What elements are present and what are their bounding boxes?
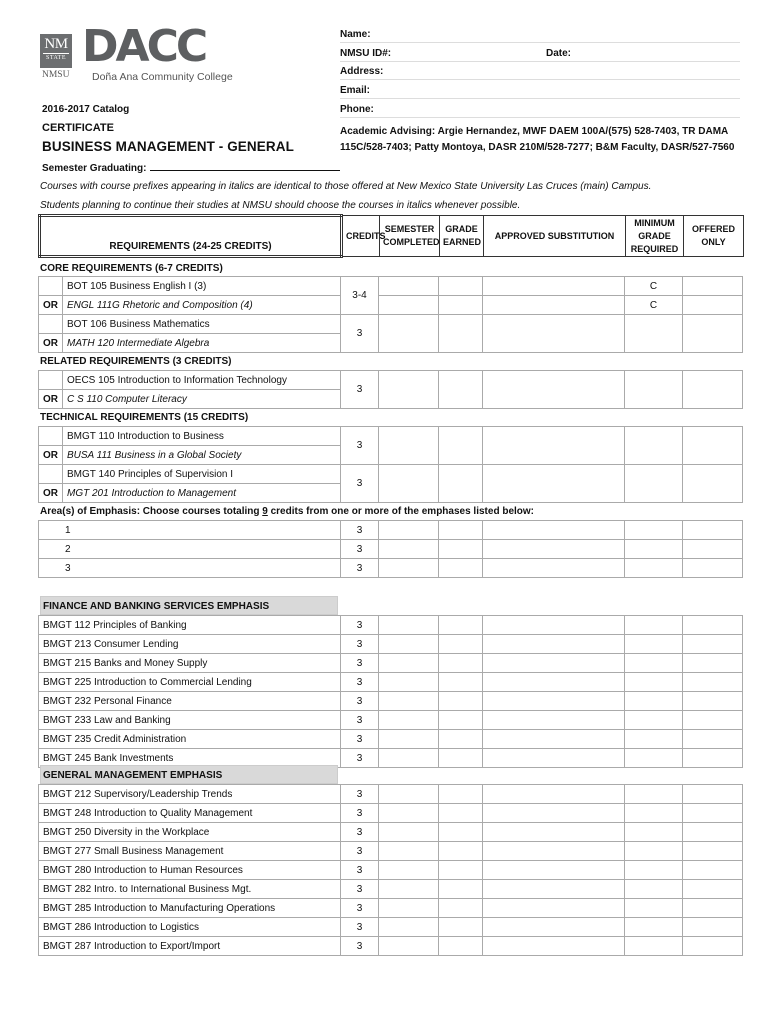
- course-name: BMGT 282 Intro. to International Business Mgt.: [39, 880, 341, 899]
- min-grade-cell: C: [625, 296, 683, 315]
- min-grade-cell: [625, 823, 683, 842]
- semester-graduating-field[interactable]: [42, 161, 340, 174]
- grade-earned-cell[interactable]: [439, 842, 483, 861]
- credits-cell: 3: [341, 427, 379, 465]
- emphasis-area-table: [38, 520, 743, 578]
- table-row: [39, 692, 743, 711]
- grade-earned-cell[interactable]: [439, 465, 483, 503]
- related-requirements-table: [38, 370, 743, 409]
- approved-substitution-cell[interactable]: [483, 371, 625, 409]
- grade-earned-cell[interactable]: [439, 711, 483, 730]
- grade-earned-cell[interactable]: [439, 785, 483, 804]
- course-name: BMGT 213 Consumer Lending: [39, 635, 341, 654]
- grade-earned-cell[interactable]: [439, 635, 483, 654]
- semester-completed-cell[interactable]: [379, 785, 439, 804]
- date-field[interactable]: Date:: [546, 48, 572, 59]
- or-label: OR: [39, 334, 63, 353]
- offered-only-cell: [683, 861, 743, 880]
- table-row: [39, 465, 743, 484]
- phone-field[interactable]: [340, 104, 740, 118]
- table-row: [39, 785, 743, 804]
- or-label: OR: [39, 484, 63, 503]
- approved-substitution-cell[interactable]: [483, 296, 625, 315]
- course-name: BMGT 110 Introduction to Business: [63, 427, 341, 446]
- or-label: [39, 427, 63, 446]
- logo-dacc-text: DACC: [82, 21, 206, 72]
- semester-graduating-line[interactable]: [150, 161, 340, 171]
- semester-completed-cell[interactable]: [379, 465, 439, 503]
- emphasis-area-title-pre: Area(s) of Emphasis: Choose courses totaling: [40, 506, 263, 517]
- min-grade-cell: [625, 371, 683, 409]
- address-field[interactable]: [340, 66, 740, 80]
- offered-only-cell: [683, 711, 743, 730]
- approved-substitution-cell[interactable]: [483, 842, 625, 861]
- min-grade-cell: [625, 540, 683, 559]
- semester-completed-cell[interactable]: [379, 880, 439, 899]
- table-row: [39, 711, 743, 730]
- name-field[interactable]: [340, 29, 740, 43]
- academic-advising: Academic Advising: Argie Hernandez, MWF DAEM 100A/(575) 528-7403, TR DAMA 115C/528-7403; Patty Montoya, DASR 210M/528-7277; B&M Faculty, DASR/527-7560: [340, 126, 735, 153]
- course-name: BMGT 277 Small Business Management: [39, 842, 341, 861]
- min-grade-cell: [625, 427, 683, 465]
- address-label: Address:: [340, 66, 384, 77]
- approved-substitution-cell[interactable]: [483, 559, 625, 578]
- logo-state-text: STATE: [43, 53, 69, 62]
- grade-earned-cell[interactable]: [439, 315, 483, 353]
- offered-only-cell: [683, 371, 743, 409]
- credits-cell: 3: [341, 692, 379, 711]
- minimum-grade-column-header: MINIMUM GRADE REQUIRED: [626, 216, 684, 257]
- emphasis-area-credit-count: 9: [262, 506, 268, 517]
- offered-only-cell: [683, 277, 743, 296]
- min-grade-cell: [625, 880, 683, 899]
- offered-only-cell: [683, 937, 743, 956]
- semester-completed-cell[interactable]: [379, 673, 439, 692]
- emphasis-area-title: [40, 506, 534, 517]
- table-row: [39, 315, 743, 334]
- credits-column-header: CREDITS: [342, 216, 380, 257]
- grade-earned-cell[interactable]: [439, 559, 483, 578]
- name-label: Name:: [340, 29, 371, 40]
- offered-only-column-header: OFFERED ONLY: [684, 216, 744, 257]
- approved-substitution-cell[interactable]: [483, 937, 625, 956]
- course-name: MGT 201 Introduction to Management: [63, 484, 341, 503]
- semester-completed-cell[interactable]: [379, 804, 439, 823]
- offered-only-cell: [683, 880, 743, 899]
- grade-earned-cell[interactable]: [439, 861, 483, 880]
- course-name: BOT 106 Business Mathematics: [63, 315, 341, 334]
- min-grade-cell: [625, 616, 683, 635]
- table-row: [39, 861, 743, 880]
- emphasis-slot[interactable]: 2: [39, 540, 341, 559]
- email-label: Email:: [340, 85, 371, 96]
- semester-completed-cell[interactable]: [379, 315, 439, 353]
- approved-substitution-cell[interactable]: [483, 785, 625, 804]
- min-grade-cell: [625, 918, 683, 937]
- general-emphasis-title: GENERAL MANAGEMENT EMPHASIS: [40, 765, 338, 784]
- semester-completed-cell[interactable]: [379, 635, 439, 654]
- approved-substitution-cell[interactable]: [483, 711, 625, 730]
- grade-earned-cell[interactable]: [439, 296, 483, 315]
- min-grade-cell: [625, 730, 683, 749]
- logo-college-name: Doña Ana Community College: [92, 71, 233, 83]
- course-name: BMGT 233 Law and Banking: [39, 711, 341, 730]
- credits-cell: 3: [341, 937, 379, 956]
- italics-note-2: Students planning to continue their studies at NMSU should choose the courses in italics whenever possible.: [40, 200, 521, 211]
- table-row: [39, 277, 743, 296]
- course-name: OECS 105 Introduction to Information Technology: [63, 371, 341, 390]
- approved-substitution-cell[interactable]: [483, 823, 625, 842]
- semester-completed-cell[interactable]: [379, 521, 439, 540]
- offered-only-cell: [683, 899, 743, 918]
- emphasis-slot[interactable]: 1: [39, 521, 341, 540]
- table-row: [39, 371, 743, 390]
- table-row: [39, 842, 743, 861]
- course-name: BMGT 280 Introduction to Human Resources: [39, 861, 341, 880]
- email-field[interactable]: [340, 85, 740, 99]
- course-name: BMGT 235 Credit Administration: [39, 730, 341, 749]
- approved-substitution-cell[interactable]: [483, 899, 625, 918]
- offered-only-cell: [683, 635, 743, 654]
- approved-substitution-cell[interactable]: [483, 540, 625, 559]
- credits-cell: 3: [341, 465, 379, 503]
- min-grade-cell: [625, 521, 683, 540]
- semester-completed-cell[interactable]: [379, 540, 439, 559]
- course-name: BOT 105 Business English I (3): [63, 277, 341, 296]
- table-row: [39, 616, 743, 635]
- offered-only-cell: [683, 296, 743, 315]
- semester-completed-cell[interactable]: [379, 692, 439, 711]
- grade-earned-cell[interactable]: [439, 899, 483, 918]
- related-requirements-title: RELATED REQUIREMENTS (3 CREDITS): [40, 356, 232, 367]
- grade-earned-cell[interactable]: [439, 521, 483, 540]
- emphasis-slot[interactable]: 3: [39, 559, 341, 578]
- approved-substitution-cell[interactable]: [483, 521, 625, 540]
- min-grade-cell: [625, 804, 683, 823]
- approved-substitution-cell[interactable]: [483, 861, 625, 880]
- offered-only-cell: [683, 749, 743, 768]
- credits-cell: 3: [341, 842, 379, 861]
- course-name: BUSA 111 Business in a Global Society: [63, 446, 341, 465]
- credits-cell: 3: [341, 804, 379, 823]
- course-name: ENGL 111G Rhetoric and Composition (4): [63, 296, 341, 315]
- table-row: [39, 654, 743, 673]
- approved-substitution-cell[interactable]: [483, 730, 625, 749]
- grade-earned-cell[interactable]: [439, 937, 483, 956]
- or-label: OR: [39, 446, 63, 465]
- core-requirements-table: [38, 276, 743, 353]
- general-emphasis-table: [38, 784, 743, 956]
- finance-emphasis-title: FINANCE AND BANKING SERVICES EMPHASIS: [40, 596, 338, 615]
- min-grade-cell: [625, 559, 683, 578]
- course-name: BMGT 287 Introduction to Export/Import: [39, 937, 341, 956]
- credits-cell: 3: [341, 673, 379, 692]
- table-row: [39, 521, 743, 540]
- course-name: BMGT 215 Banks and Money Supply: [39, 654, 341, 673]
- min-grade-cell: [625, 635, 683, 654]
- table-row: [39, 296, 743, 315]
- semester-completed-cell[interactable]: [379, 842, 439, 861]
- program-title: BUSINESS MANAGEMENT - GENERAL: [42, 139, 294, 154]
- grade-earned-cell[interactable]: [439, 654, 483, 673]
- grade-earned-cell[interactable]: [439, 616, 483, 635]
- approved-substitution-cell[interactable]: [483, 749, 625, 768]
- table-row: [39, 823, 743, 842]
- credits-cell: 3: [341, 880, 379, 899]
- min-grade-cell: [625, 861, 683, 880]
- course-name: BMGT 250 Diversity in the Workplace: [39, 823, 341, 842]
- semester-completed-cell[interactable]: [379, 427, 439, 465]
- finance-emphasis-table: [38, 615, 743, 768]
- logo-nm-text: NM: [44, 36, 68, 52]
- min-grade-cell: [625, 692, 683, 711]
- credits-cell: 3: [341, 918, 379, 937]
- credits-cell: 3: [341, 635, 379, 654]
- min-grade-cell: [625, 785, 683, 804]
- table-row: [39, 804, 743, 823]
- semester-completed-cell[interactable]: [379, 730, 439, 749]
- offered-only-cell: [683, 823, 743, 842]
- semester-completed-cell[interactable]: [379, 918, 439, 937]
- approved-substitution-cell[interactable]: [483, 427, 625, 465]
- semester-completed-cell[interactable]: [379, 899, 439, 918]
- or-label: [39, 465, 63, 484]
- core-requirements-title: CORE REQUIREMENTS (6-7 CREDITS): [40, 263, 223, 274]
- grade-earned-cell[interactable]: [439, 540, 483, 559]
- grade-earned-cell[interactable]: [439, 730, 483, 749]
- semester-completed-cell[interactable]: [379, 749, 439, 768]
- catalog-year: 2016-2017 Catalog: [42, 104, 130, 115]
- grade-earned-cell[interactable]: [439, 804, 483, 823]
- grade-earned-cell[interactable]: [439, 749, 483, 768]
- semester-completed-cell[interactable]: [379, 711, 439, 730]
- semester-completed-cell[interactable]: [379, 559, 439, 578]
- course-name: BMGT 232 Personal Finance: [39, 692, 341, 711]
- course-name: BMGT 245 Bank Investments: [39, 749, 341, 768]
- min-grade-cell: C: [625, 277, 683, 296]
- min-grade-cell: [625, 749, 683, 768]
- logo-nmsu-text: NMSU: [42, 70, 70, 80]
- finance-rows: [39, 616, 743, 768]
- course-name: BMGT 248 Introduction to Quality Management: [39, 804, 341, 823]
- dacc-logo: [40, 21, 240, 86]
- credits-cell: 3-4: [341, 277, 379, 315]
- semester-completed-cell[interactable]: [379, 296, 439, 315]
- approved-substitution-cell[interactable]: [483, 616, 625, 635]
- table-row: [39, 880, 743, 899]
- course-name: BMGT 212 Supervisory/Leadership Trends: [39, 785, 341, 804]
- table-row: [39, 918, 743, 937]
- approved-substitution-cell[interactable]: [483, 804, 625, 823]
- course-name: BMGT 286 Introduction to Logistics: [39, 918, 341, 937]
- technical-requirements-table: [38, 426, 743, 503]
- certificate-label: CERTIFICATE: [42, 122, 114, 134]
- offered-only-cell: [683, 616, 743, 635]
- nm-state-logo: [40, 34, 72, 68]
- credits-cell: 3: [341, 785, 379, 804]
- approved-substitution-cell[interactable]: [483, 635, 625, 654]
- approved-substitution-cell[interactable]: [483, 277, 625, 296]
- approved-substitution-column-header: APPROVED SUBSTITUTION: [484, 216, 626, 257]
- credits-cell: 3: [341, 730, 379, 749]
- grade-earned-cell[interactable]: [439, 371, 483, 409]
- semester-completed-cell[interactable]: [379, 277, 439, 296]
- course-name: C S 110 Computer Literacy: [63, 390, 341, 409]
- approved-substitution-cell[interactable]: [483, 692, 625, 711]
- credits-cell: 3: [341, 823, 379, 842]
- credits-cell: 3: [341, 749, 379, 768]
- table-row: [39, 540, 743, 559]
- offered-only-cell: [683, 521, 743, 540]
- grade-earned-cell[interactable]: [439, 673, 483, 692]
- nmsu-id-label: NMSU ID#:: [340, 48, 392, 59]
- semester-completed-cell[interactable]: [379, 371, 439, 409]
- semester-completed-cell[interactable]: [379, 937, 439, 956]
- course-name: BMGT 285 Introduction to Manufacturing Operations: [39, 899, 341, 918]
- table-row: [39, 730, 743, 749]
- credits-cell: 3: [341, 521, 379, 540]
- credits-cell: 3: [341, 711, 379, 730]
- semester-completed-cell[interactable]: [379, 616, 439, 635]
- approved-substitution-cell[interactable]: [483, 654, 625, 673]
- offered-only-cell: [683, 785, 743, 804]
- approved-substitution-cell[interactable]: [483, 315, 625, 353]
- credits-cell: 3: [341, 616, 379, 635]
- approved-substitution-cell[interactable]: [483, 673, 625, 692]
- table-row: [39, 673, 743, 692]
- grade-earned-cell[interactable]: [439, 880, 483, 899]
- grade-earned-cell[interactable]: [439, 277, 483, 296]
- offered-only-cell: [683, 427, 743, 465]
- course-name: MATH 120 Intermediate Algebra: [63, 334, 341, 353]
- credits-cell: 3: [341, 559, 379, 578]
- table-row: [39, 427, 743, 446]
- credits-cell: 3: [341, 315, 379, 353]
- semester-completed-cell[interactable]: [379, 654, 439, 673]
- phone-label: Phone:: [340, 104, 374, 115]
- credits-cell: 3: [341, 371, 379, 409]
- offered-only-cell: [683, 465, 743, 503]
- semester-completed-cell[interactable]: [379, 861, 439, 880]
- requirements-header: [38, 214, 744, 258]
- grade-earned-cell[interactable]: [439, 823, 483, 842]
- or-label: OR: [39, 296, 63, 315]
- general-rows: [39, 785, 743, 956]
- offered-only-cell: [683, 673, 743, 692]
- semester-completed-cell[interactable]: [379, 823, 439, 842]
- offered-only-cell: [683, 654, 743, 673]
- offered-only-cell: [683, 804, 743, 823]
- course-name: BMGT 225 Introduction to Commercial Lending: [39, 673, 341, 692]
- technical-requirements-title: TECHNICAL REQUIREMENTS (15 CREDITS): [40, 412, 249, 423]
- table-row: [39, 635, 743, 654]
- emphasis-area-title-post: credits from one or more of the emphases listed below:: [267, 506, 534, 517]
- or-label: OR: [39, 390, 63, 409]
- offered-only-cell: [683, 692, 743, 711]
- credits-cell: 3: [341, 540, 379, 559]
- offered-only-cell: [683, 559, 743, 578]
- grade-earned-cell[interactable]: [439, 918, 483, 937]
- table-row: [39, 899, 743, 918]
- grade-earned-column-header: GRADE EARNED: [440, 216, 484, 257]
- min-grade-cell: [625, 937, 683, 956]
- grade-earned-cell[interactable]: [439, 427, 483, 465]
- requirements-column-header: REQUIREMENTS (24-25 CREDITS): [40, 216, 342, 257]
- or-label: [39, 277, 63, 296]
- min-grade-cell: [625, 654, 683, 673]
- offered-only-cell: [683, 730, 743, 749]
- semester-completed-column-header: SEMESTER COMPLETED: [380, 216, 440, 257]
- credits-cell: 3: [341, 654, 379, 673]
- approved-substitution-cell[interactable]: [483, 880, 625, 899]
- offered-only-cell: [683, 842, 743, 861]
- or-label: [39, 315, 63, 334]
- credits-cell: 3: [341, 899, 379, 918]
- credits-cell: 3: [341, 861, 379, 880]
- course-name: BMGT 112 Principles of Banking: [39, 616, 341, 635]
- min-grade-cell: [625, 465, 683, 503]
- min-grade-cell: [625, 315, 683, 353]
- min-grade-cell: [625, 711, 683, 730]
- or-label: [39, 371, 63, 390]
- course-name: BMGT 140 Principles of Supervision I: [63, 465, 341, 484]
- semester-graduating-label: Semester Graduating:: [42, 163, 147, 174]
- offered-only-cell: [683, 918, 743, 937]
- approved-substitution-cell[interactable]: [483, 465, 625, 503]
- table-row: [39, 937, 743, 956]
- table-row: [39, 559, 743, 578]
- italics-note-1: Courses with course prefixes appearing in italics are identical to those offered at New Mexico State University Las Cruces (main) Campus.: [40, 181, 652, 192]
- min-grade-cell: [625, 673, 683, 692]
- nmsu-id-field[interactable]: [340, 48, 740, 62]
- grade-earned-cell[interactable]: [439, 692, 483, 711]
- min-grade-cell: [625, 899, 683, 918]
- approved-substitution-cell[interactable]: [483, 918, 625, 937]
- offered-only-cell: [683, 315, 743, 353]
- offered-only-cell: [683, 540, 743, 559]
- min-grade-cell: [625, 842, 683, 861]
